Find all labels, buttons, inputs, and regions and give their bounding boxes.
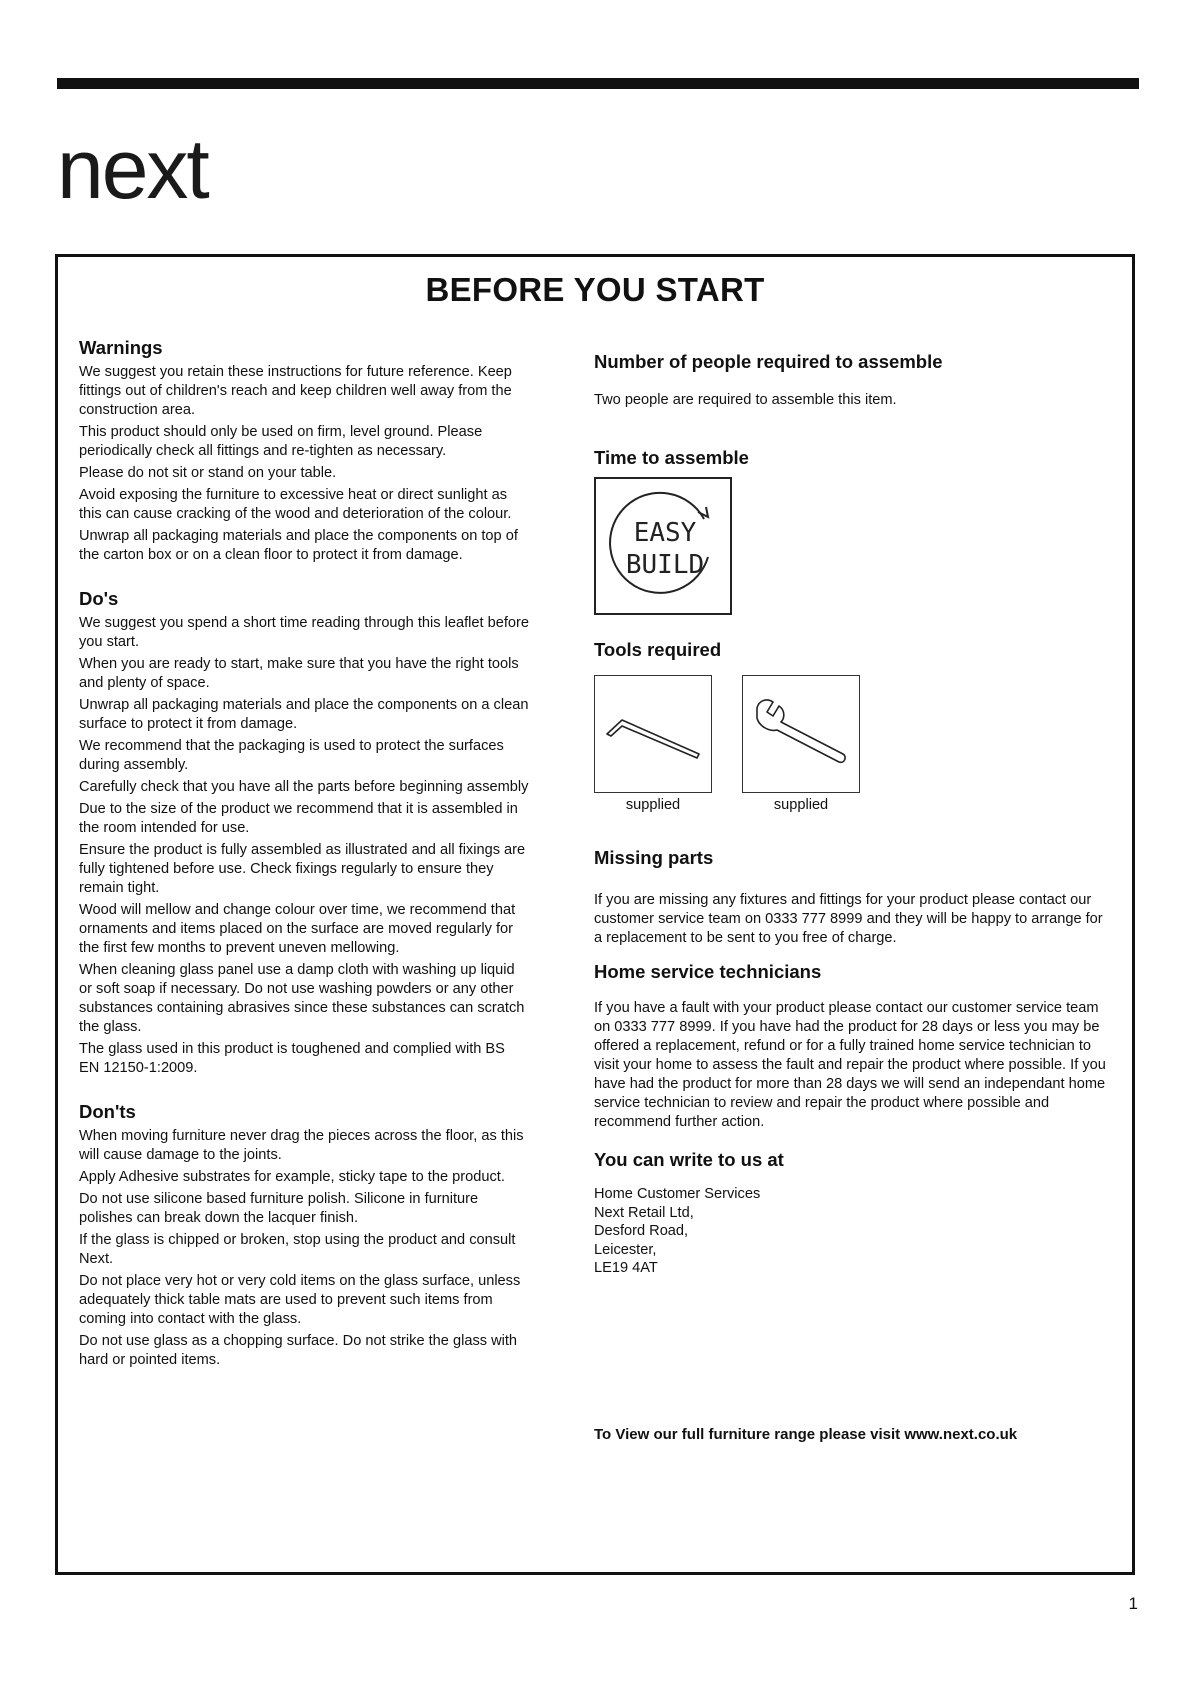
dos-item: We suggest you spend a short time reading through this leaflet before you start. bbox=[79, 615, 529, 650]
allen-key-icon bbox=[594, 675, 712, 793]
dos-list bbox=[79, 614, 529, 1078]
donts-list bbox=[79, 1127, 529, 1370]
right-column bbox=[594, 351, 1114, 1443]
tool-caption: supplied bbox=[773, 797, 829, 813]
dos-item: Wood will mellow and change colour over time, we recommend that ornaments and items placed on the surface are moved regularly for the first few months to prevent uneven mellowing. bbox=[79, 902, 516, 956]
technicians-heading: Home service technicians bbox=[594, 961, 822, 982]
donts-item: If the glass is chipped or broken, stop using the product and consult Next. bbox=[79, 1232, 516, 1267]
donts-item: Do not use silicone based furniture polish. Silicone in furniture polishes can break down the lacquer finish. bbox=[79, 1191, 479, 1226]
dos-item: We recommend that the packaging is used to protect the surfaces during assembly. bbox=[79, 738, 504, 773]
dos-item: The glass used in this product is toughened and complied with BS EN 12150-1:2009. bbox=[79, 1041, 505, 1076]
warning-item: Please do not sit or stand on your table. bbox=[79, 465, 337, 481]
missing-heading: Missing parts bbox=[594, 847, 714, 868]
svg-text:next: next bbox=[57, 128, 208, 208]
svg-text:BUILD: BUILD bbox=[625, 550, 705, 580]
donts-heading: Don'ts bbox=[79, 1101, 136, 1122]
time-heading: Time to assemble bbox=[594, 447, 749, 468]
dos-item: Unwrap all packaging materials and place the components on a clean surface to protect it from damage. bbox=[79, 697, 529, 732]
dos-item: When cleaning glass panel use a damp cloth with washing up liquid or soft soap if necessary. Do not use washing powders or any other substances containing abrasives since these substances can scratch the glass. bbox=[79, 962, 525, 1035]
address-line: Home Customer Services bbox=[594, 1186, 761, 1202]
page-number: 1 bbox=[1128, 1594, 1138, 1613]
warning-item: This product should only be used on firm, level ground. Please periodically check all fittings and re-tighten as necessary. bbox=[79, 424, 483, 459]
tool-item bbox=[594, 675, 712, 813]
tools-row bbox=[594, 675, 1114, 813]
technicians-text: If you have a fault with your product please contact our customer service team on 0333 777 8999. If you have had the product for 28 days or less you may be offered a replacement, refund or for a fully trained home service technician to visit your home to assess the fault and repair the product where possible. If you have had the product for more than 28 days we will send an independant home service technician to review and repair the product where possible and recommend further action. bbox=[594, 1000, 1106, 1130]
write-heading: You can write to us at bbox=[594, 1149, 784, 1170]
donts-item: Apply Adhesive substrates for example, sticky tape to the product. bbox=[79, 1169, 505, 1185]
page-title: BEFORE YOU START bbox=[425, 271, 765, 308]
warning-item: We suggest you retain these instructions for future reference. Keep fittings out of children's reach and keep children well away from the construction area. bbox=[79, 364, 512, 418]
address-line: Leicester, bbox=[594, 1241, 657, 1258]
donts-item: When moving furniture never drag the pieces across the floor, as this will cause damage to the joints. bbox=[79, 1128, 524, 1163]
dos-item: Due to the size of the product we recommend that it is assembled in the room intended for use. bbox=[79, 801, 518, 836]
tools-heading: Tools required bbox=[594, 639, 722, 660]
donts-item: Do not use glass as a chopping surface. Do not strike the glass with hard or pointed items. bbox=[79, 1333, 518, 1368]
people-heading: Number of people required to assemble bbox=[594, 351, 943, 372]
dos-heading: Do's bbox=[79, 588, 119, 609]
svg-text:EASY: EASY bbox=[633, 518, 697, 548]
warnings-list bbox=[79, 363, 529, 565]
dos-item: Carefully check that you have all the parts before beginning assembly bbox=[79, 779, 529, 795]
spanner-icon bbox=[742, 675, 860, 793]
furniture-range-link[interactable]: To View our full furniture range please visit www.next.co.uk bbox=[594, 1425, 1018, 1443]
people-text: Two people are required to assemble this item. bbox=[594, 392, 897, 408]
warning-item: Unwrap all packaging materials and place the components on top of the carton box or on a clean floor to protect it from damage. bbox=[79, 528, 518, 563]
address-line: Next Retail Ltd, bbox=[594, 1204, 694, 1221]
warnings-heading: Warnings bbox=[79, 337, 163, 358]
warning-item: Avoid exposing the furniture to excessive heat or direct sunlight as this can cause cracking of the wood and deterioration of the colour. bbox=[79, 487, 512, 522]
top-rule bbox=[57, 78, 1139, 89]
tool-caption: supplied bbox=[625, 797, 681, 813]
easy-build-badge bbox=[594, 477, 732, 615]
address-line: Desford Road, bbox=[594, 1223, 689, 1239]
dos-item: When you are ready to start, make sure that you have the right tools and plenty of space. bbox=[79, 656, 519, 691]
left-column bbox=[79, 337, 529, 1373]
dos-item: Ensure the product is fully assembled as illustrated and all fixings are fully tightened before use. Check fixings regularly to ensure they remain tight. bbox=[79, 842, 526, 896]
instructions-frame bbox=[55, 254, 1135, 1575]
missing-text: If you are missing any fixtures and fittings for your product please contact our customer service team on 0333 777 8999 and they will be happy to arrange for a replacement to be sent to you free of charge. bbox=[594, 892, 1103, 946]
donts-item: Do not place very hot or very cold items on the glass surface, unless adequately thick table mats are used to prevent such items from coming into contact with the glass. bbox=[79, 1273, 521, 1327]
address-line: LE19 4AT bbox=[594, 1260, 658, 1276]
next-logo bbox=[57, 128, 277, 208]
postal-address bbox=[594, 1185, 1114, 1278]
tool-item bbox=[742, 675, 860, 813]
